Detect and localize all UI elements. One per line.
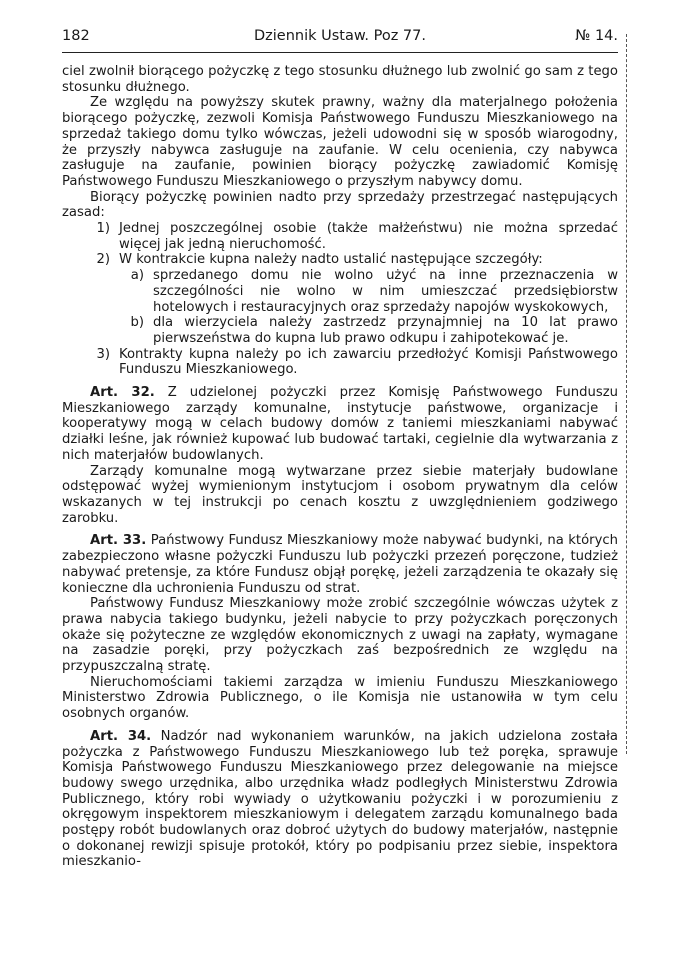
list-text: W kontrakcie kupna należy nadto ustalić następujące szczegóły:	[119, 252, 543, 268]
header-rule	[62, 52, 618, 53]
paragraph-continuation: ciel zwolnił biorącego pożyczkę z tego stosunku dłużnego lub zwolnić go sam z tego stosunku dłużnego.	[62, 64, 618, 95]
document-body	[62, 64, 618, 870]
list-item-2	[62, 252, 618, 268]
paragraph-property-management: Nieruchomościami takiemi zarządza w imieniu Funduszu Mieszkaniowego Ministerstwo Zdrowia Publicznego, o ile Komisja nie ustanowiła w tym celu osobnych organów.	[62, 674, 618, 722]
list-text: Jednej poszczególnej osobie (także małżeństwu) nie można sprzedać więcej jak jedną nieruchomość.	[119, 221, 618, 252]
page-number: 182	[62, 28, 90, 44]
article-33	[62, 533, 618, 596]
list-text: sprzedanego domu nie wolno użyć na inne przeznaczenia w szczególności nie wolno w nim umieszczać przedsiębiorstw hotelowych i restauracyjnych oraz sprzedaży napojów wyskokowych,	[153, 268, 618, 315]
article-label: Art. 32.	[90, 385, 155, 401]
issue-number: № 14.	[575, 28, 618, 44]
list-number: 3)	[96, 346, 110, 362]
article-text: Z udzielonej pożyczki przez Komisję Państwowego Funduszu Mieszkaniowego zarządy komunalne, instytucje państwowe, organizacje i kooperatywy mogą w celach budowy domów z taniemi mieszkaniami nabywać działki leśne, jak również kupować lub budować tartaki, cegielnie dla wytwarzania z nich materjałów budowlanych.	[62, 385, 618, 463]
paragraph-purchase-right: Państwowy Fundusz Mieszkaniowy może zrobić szczególnie wówczas użytek z prawa nabycia takiego budynku, jeżeli nabycie to przy pożyczkach poręczonych okaże się pożyteczne ze względów ekonomicznych z uwagi na zapłaty, wymagane na zasadzie poręki, przy pożyczkach zaś bezpośrednich ze względu na przypuszczalną stratę.	[62, 596, 618, 675]
article-label: Art. 34.	[90, 728, 152, 744]
list-number: 1)	[96, 221, 110, 237]
article-label: Art. 33.	[90, 533, 147, 549]
list-text: Kontrakty kupna należy po ich zawarciu przedłożyć Komisji Państwowego Funduszu Mieszkaniowego.	[119, 346, 618, 378]
list-item-1	[62, 221, 618, 252]
list-letter: a)	[130, 268, 144, 284]
list-item-2a	[62, 268, 618, 315]
list-text: dla wierzyciela należy zastrzedz przynajmniej na 10 lat prawo pierwszeństwa do kupna lub prawo odkupu i zahipotekować je.	[153, 315, 618, 346]
page-edge-line	[626, 34, 627, 754]
journal-title: Dziennik Ustaw. Poz 77.	[253, 28, 426, 44]
article-32	[62, 385, 618, 464]
list-item-3	[62, 347, 618, 378]
paragraph-building-materials: Zarządy komunalne mogą wytwarzane przez siebie materjały budowlane odstępować wyżej wymienionym instytucjom i osobom prywatnym dla celów wskazanych w tej instrukcji po cenach kosztu z uwzględnieniem godziwego zarobku.	[62, 463, 618, 526]
page-header	[62, 28, 618, 52]
list-item-2b	[62, 315, 618, 346]
paragraph-legal-effect: Ze względu na powyższy skutek prawny, ważny dla materjalnego położenia biorącego pożyczkę, zezwoli Komisja Państwowego Funduszu Mieszkaniowego na sprzedaż takiego domu tylko wówczas, jeżeli udowodni się w sposób wiarogodny, że przyszły nabywca zasługuje na zaufanie. W celu ocenienia, czy nabywca zasługuje na zaufanie, powinien biorący pożyczkę zawiadomić Komisję Państwowego Funduszu Mieszkaniowego o przyszłym nabywcy domu.	[62, 95, 618, 189]
paragraph-sale-rules: Biorący pożyczkę powinien nadto przy sprzedaży przestrzegać następujących zasad:	[62, 189, 618, 221]
article-text: Nadzór nad wykonaniem warunków, na jakich udzielona została pożyczka z Państwowego Funduszu Mieszkaniowego lub też poręka, sprawuje Komisja Państwowego Funduszu Mieszkaniowego przez delegowanie na miejsce budowy swego urzędnika, albo urzędnika władz podległych Ministerstwu Zdrowia Publicznego, który robi wywiady o użytkowaniu pożyczki i w porozumieniu z okręgowym inspektorem mieszkaniowym i delegatem zarządu komunalnego bada postępy robót budowlanych oraz dobroć użytych do budowy materjałów, następnie o dokonanej rewizji spisuje protokół, który po podpisaniu przez siebie, inspektora mieszkanio-	[62, 728, 618, 870]
article-text: Państwowy Fundusz Mieszkaniowy może nabywać budynki, na których zabezpieczono własne pożyczki Funduszu lub pożyczki przezeń poręczone, tudzież nabywać pretensje, za które Fundusz objął porękę, jeżeli zarządzenia te okazały się konieczne dla uchronienia Funduszu od strat.	[62, 533, 618, 596]
list-number: 2)	[96, 252, 110, 268]
list-letter: b)	[130, 315, 144, 331]
article-34	[62, 729, 618, 870]
